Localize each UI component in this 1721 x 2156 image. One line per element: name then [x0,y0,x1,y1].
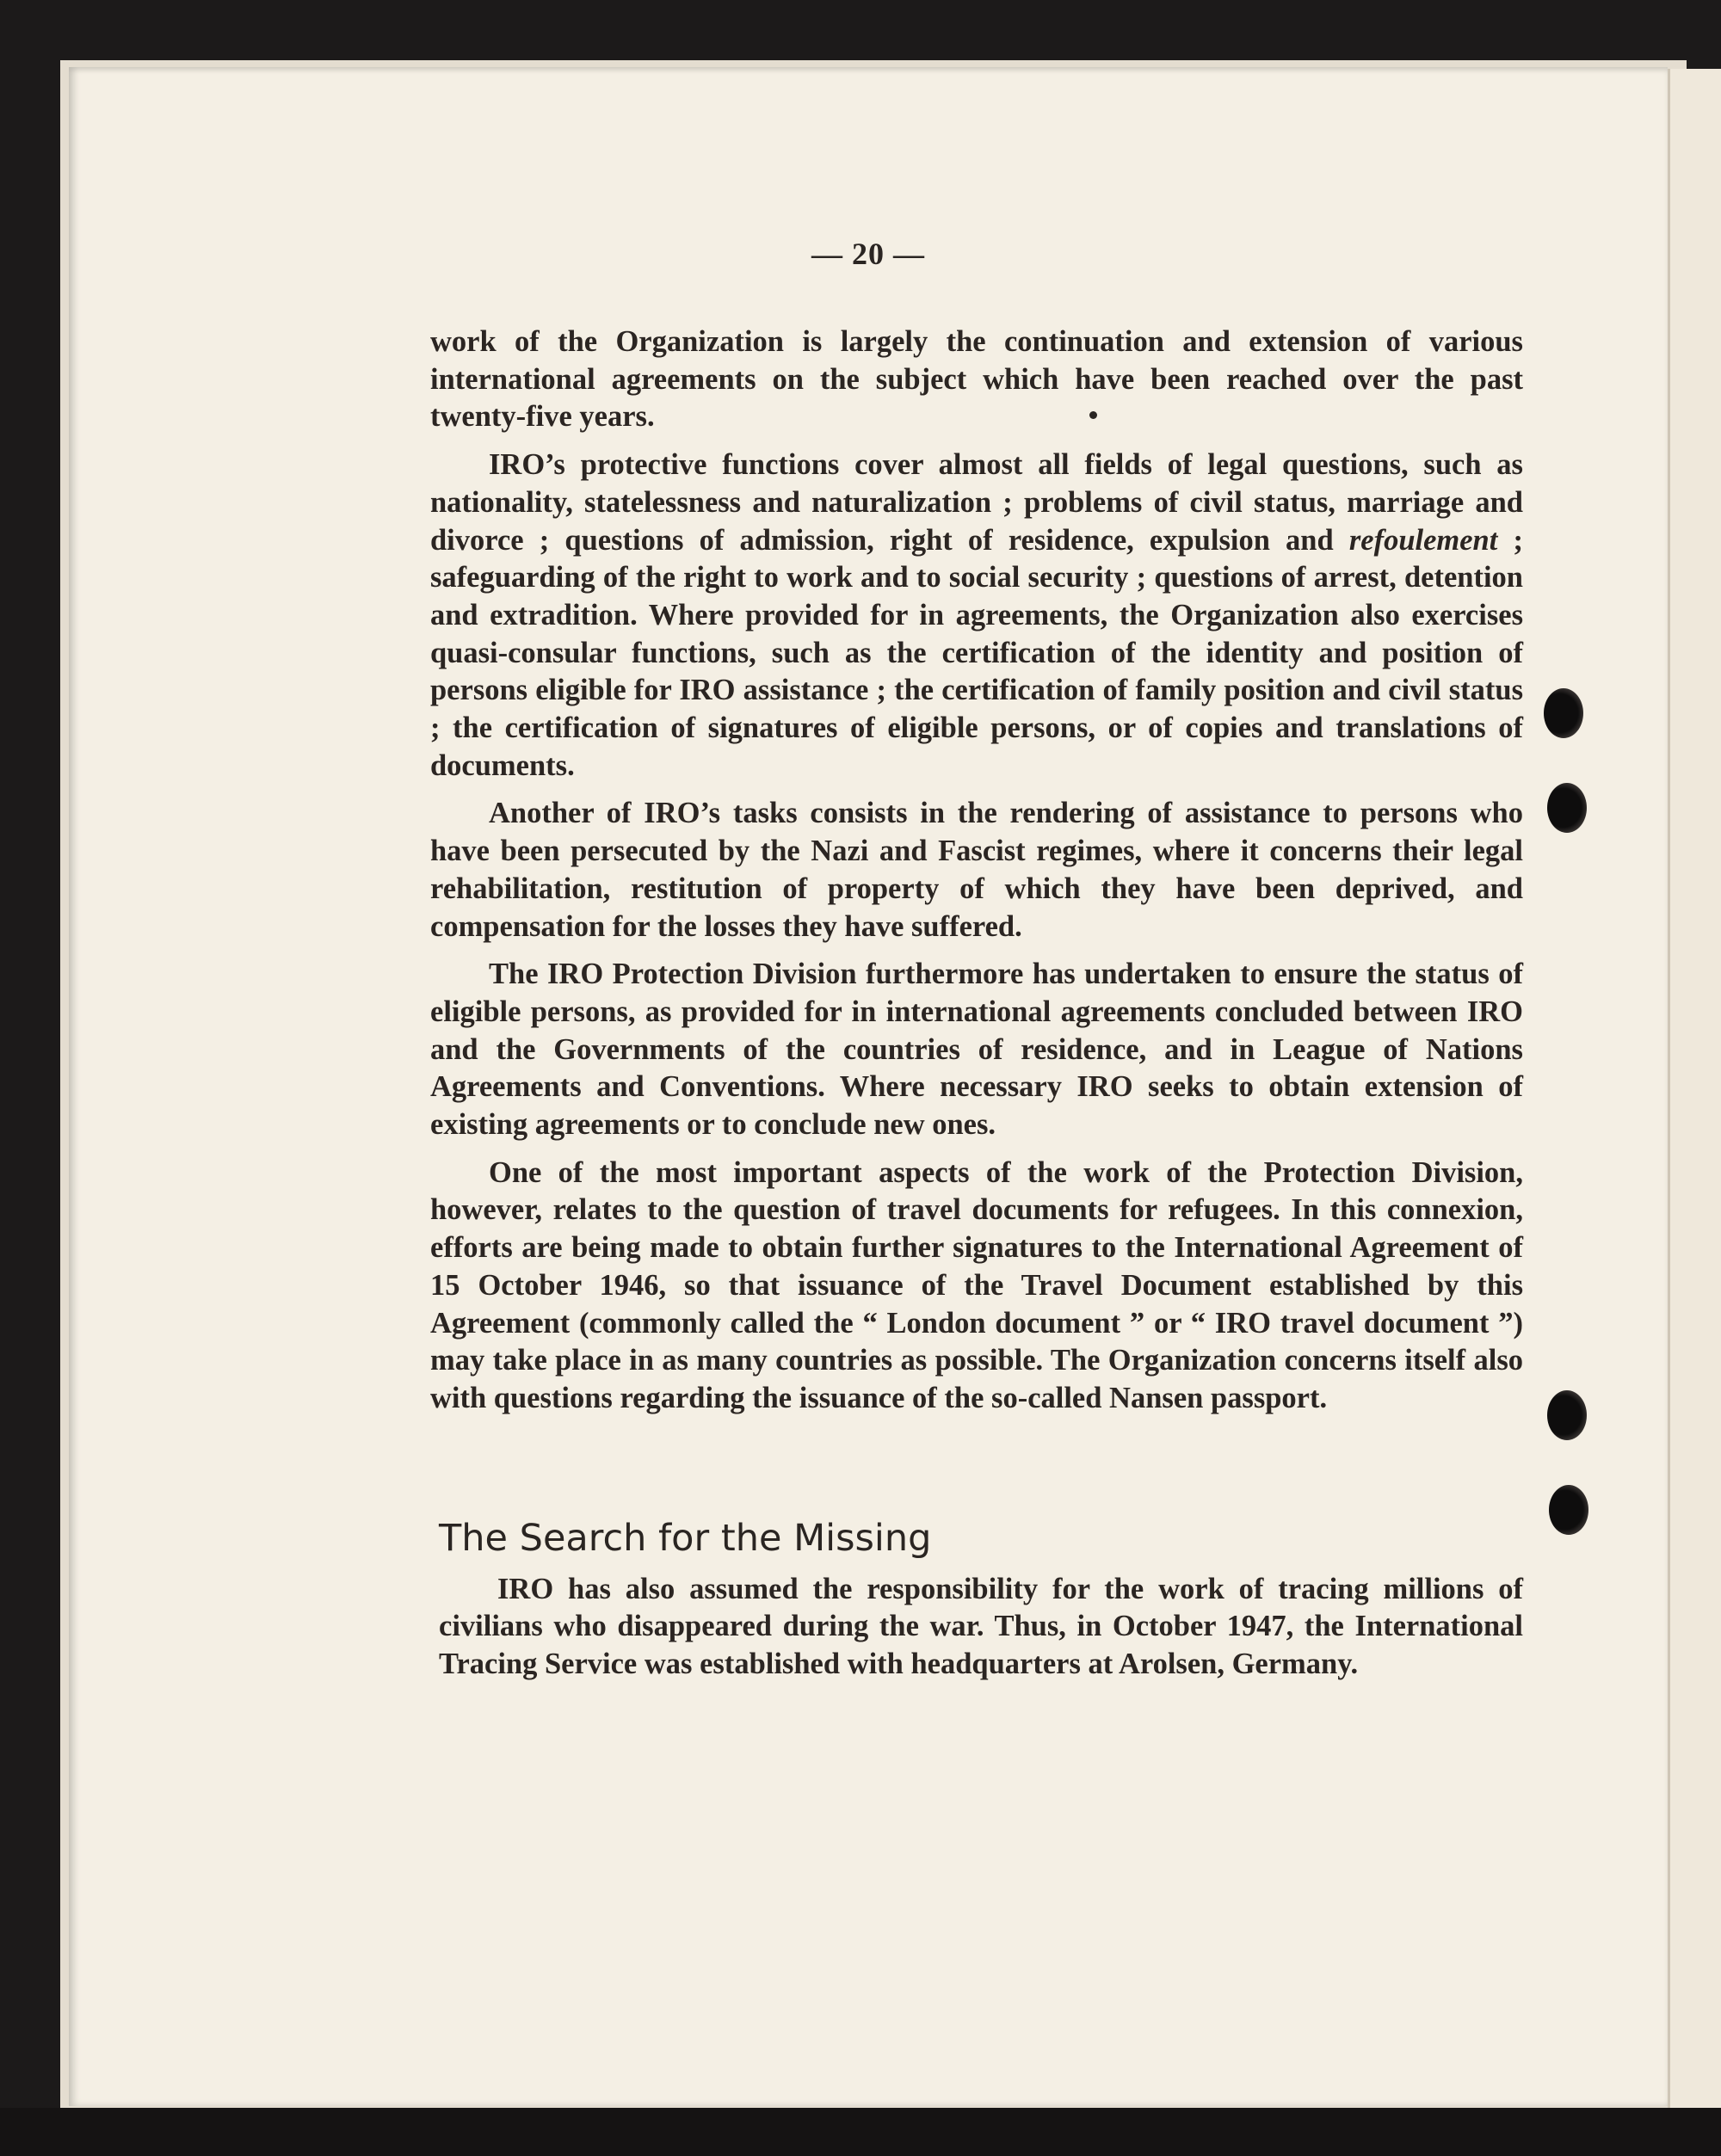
adjacent-page-edge [1668,69,1721,2108]
bottom-shadow [0,2108,1721,2156]
body-text-column [430,323,1523,1694]
section-paragraph: IRO has also assumed the responsibility for the work of tracing millions of civilians who disappeared during the war. Thus, in October 1947, the International Tracing Service was established with headquarters at Arolsen, Germany. [439,1572,1523,1681]
paragraph-3: Another of IRO’s tasks consists in the rendering of assistance to persons who have been persecuted by the Nazi and Fascist regimes, where it concerns their legal rehabilitation, restitution of property of which they have been deprived, and compensation for the losses they have suffered. [430,797,1523,943]
paragraph-2 [430,447,1523,785]
paragraph-1: work of the Organization is largely the continuation and extension of various international agreements on the subject which have been reached over the past twenty-five years. [430,325,1523,434]
paragraph-2-part-2: ; safeguarding of the right to work and to social security ; questions of arrest, detention and extradition. Where provided for in agreements, the Organization also exercises quasi-consular functions, such as the certification of the identity and position of persons eligible for IRO assistance ; the certification of family position and civil status ; the certification of signatures of eligible persons, or of copies and translations of documents. [430,523,1523,782]
paragraph-2-part-1: IRO’s protective functions cover almost all fields of legal questions, such as nationality, statelessness and naturalization ; problems of civil status, marriage and divorce ; questions of admission, right of residence, expulsion and [430,448,1523,557]
binder-punch-hole-4 [1549,1485,1588,1535]
printed-dot-mark [1089,411,1097,419]
paragraph-5: One of the most important aspects of the work of the Protection Division, however, relates to the question of travel documents for refugees. In this connexion, efforts are being made to obtain further signatures to the International Agreement of 15 October 1946, so that issuance of the Travel Document established by this Agreement (commonly called the “ London document ” or “ IRO travel document ”) may take place in as many countries as possible. The Organization concerns itself also with questions regarding the issuance of the so-called Nansen passport. [430,1155,1523,1414]
paragraph-2-italic-term: refoulement [1348,523,1498,557]
binder-punch-hole-1 [1544,688,1583,738]
binder-punch-hole-3 [1547,1390,1587,1440]
page-number: — 20 — [811,237,925,271]
binder-punch-hole-2 [1547,783,1587,833]
section-heading: The Search for the Missing [439,1516,932,1560]
document-page [69,67,1668,2106]
paragraph-4: The IRO Protection Division furthermore has undertaken to ensure the status of eligible persons, as provided for in international agreements concluded between IRO and the Governments of the countries of residence, and in League of Nations Agreements and Conventions. Where necessary IRO seeks to obtain extension of existing agreements or to conclude new ones. [430,958,1523,1142]
